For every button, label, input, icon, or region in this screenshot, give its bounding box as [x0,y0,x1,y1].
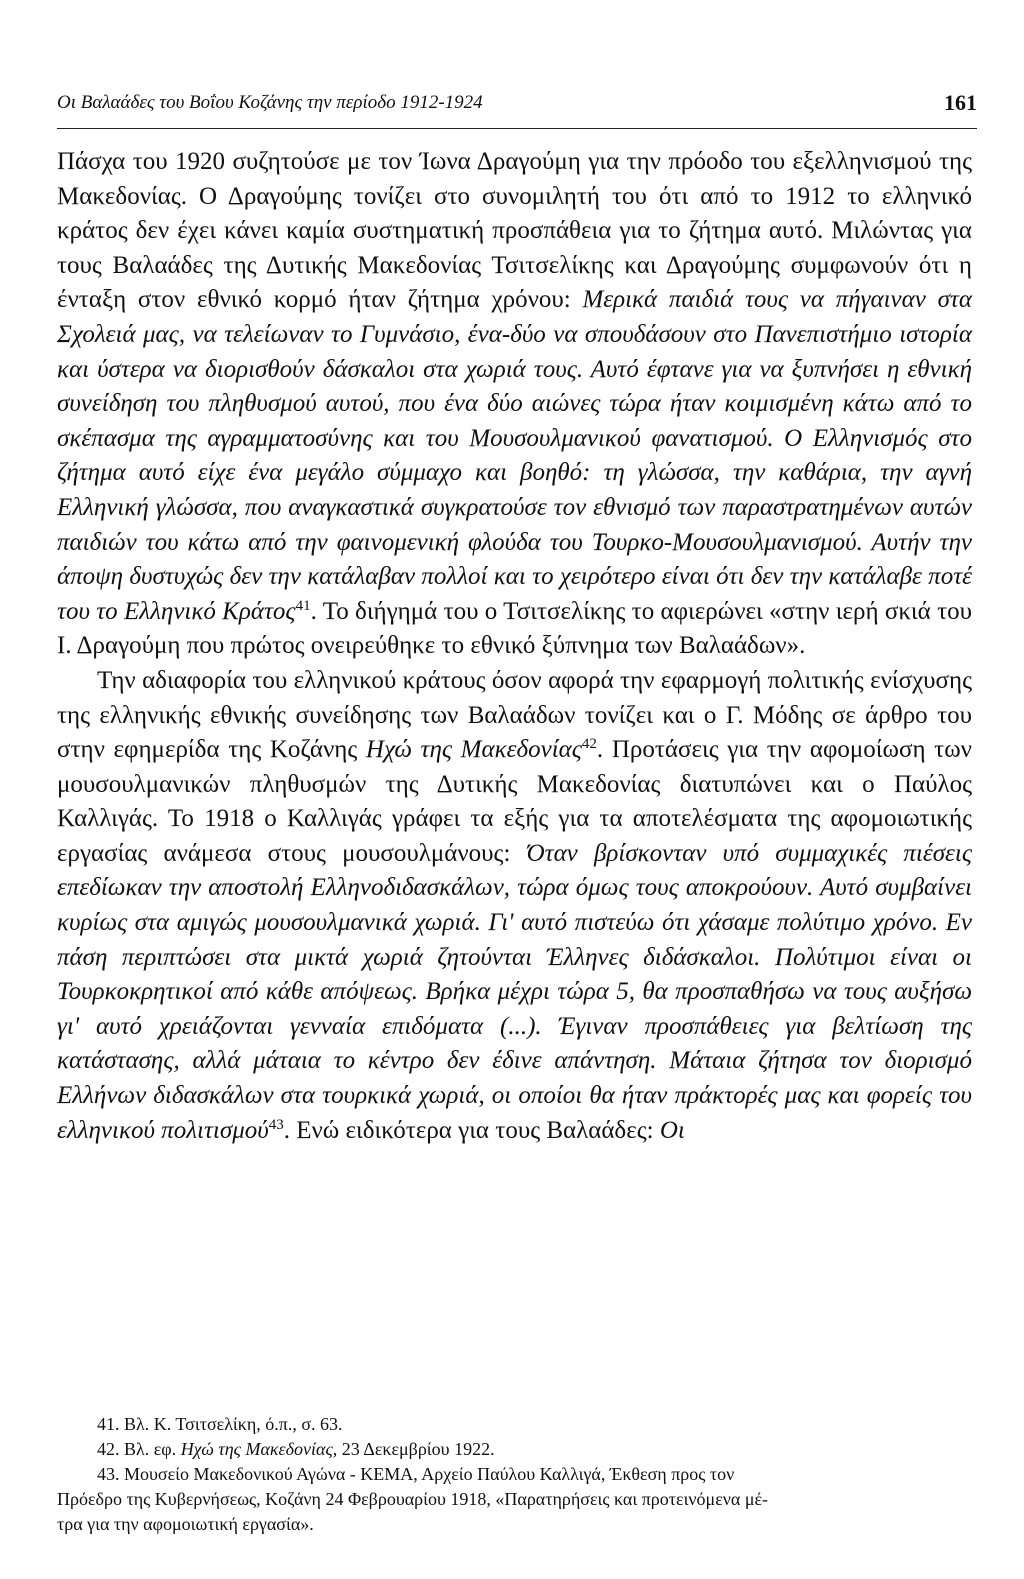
footnote-newspaper-title: Ηχώ της Μακεδονίας [180,1439,333,1459]
footnote-text: , 23 Δεκεμβρίου 1922. [332,1439,495,1459]
footnote-ref-42: 42 [581,736,597,753]
newspaper-title: Ηχώ της Μακεδονίας [365,736,582,764]
main-text [57,145,972,1148]
quote-kalligas: Όταν βρίσκονταν υπό συμμαχικές πιέσεις επεδίωκαν την αποστολή Ελληνοδιδασκάλων, τώρα όμως τους αποκρούουν. Αυτό συμβαίνει κυρίως στα αμιγώς μουσουλμανικά χωριά. Γι' αυτό πιστεύω ότι χάσαμε πολύτιμο χρόνο. Εν πάση περιπτώσει στα μικτά χωριά ζητούνται Έλληνες διδάσκαλοι. Πολύτιμοι είναι οι Τουρκοκρητικοί από κάθε απόψεως. Βρήκα μέχρι τώρα 5, θα προσπαθήσω να τους αυξήσω γι' αυτό χρειάζονται γενναία επιδόματα (...). Έγιναν προσπάθειες για βελτίωση της κατάστασης, αλλά μάταια το κέντρο δεν έδινε απάντηση. Μάταια ζήτησα τον διορισμό Ελλήνων διδασκάλων στα τουρκικά χωριά, οι οποίοι θα ήταν πράκτορές μας και φορείς του ελληνικού πολιτισμού [57,839,972,1144]
footnote-text: 42. Βλ. εφ. [97,1439,181,1459]
text-run: . Ενώ ειδικότερα για τους Βαλαάδες: [283,1116,660,1144]
footnote-41: 41. Βλ. Κ. Τσιτσελίκη, ό.π., σ. 63. [97,1414,343,1434]
quote-tsitselikis: Μερικά παιδιά τους να πήγαιναν στα Σχολειά μας, να τελείωναν το Γυμνάσιο, ένα-δύο να σπουδάσουν στο Πανεπιστήμιο ιστορία και ύστερα να διορισθούν δάσκαλοι στα χωριά τους. Αυτό έφτανε για να ξυπνήσει η εθνική συνείδηση του πληθυσμού αυτού, που ένα δύο αιώνες τώρα ήταν κοιμισμένη κάτω από το σκέπασμα της αγραμματοσύνης και του Μουσουλμανικού φανατισμού. Ο Ελληνισμός στο ζήτημα αυτό είχε ένα μεγάλο σύμμαχο και βοηθό: τη γλώσσα, την καθάρια, την αγνή Ελληνική γλώσσα, που αναγκαστικά συγκρατούσε τον εθνισμό των παραστρατημένων αυτών παιδιών του κάτω από την φαινομενική φλούδα του Τουρκο-Μουσουλμανισμού. Αυτήν την άποψη δυστυχώς δεν την κατάλαβαν πολλοί και το χειρότερο είναι ότι δεν την κατάλαβε ποτέ του το Ελληνικό Κράτος [57,286,973,625]
quote-continuation: Οι [659,1116,685,1144]
footnotes [57,1412,972,1537]
page-number: 161 [944,90,977,115]
footnote-42 [57,1437,972,1462]
footnote-43-line-2: Πρόεδρο της Κυβερνήσεως, Κοζάνη 24 Φεβρουαρίου 1918, «Παρατηρήσεις και προτεινόμενα μέ- [57,1489,769,1509]
paragraph-2 [57,664,972,1148]
footnote-ref-43: 43 [268,1116,284,1133]
running-header [57,92,977,129]
footnote-ref-41: 41 [295,597,311,614]
running-title: Οι Βαλαάδες του Βοΐου Κοζάνης την περίοδο 1912-1924 [57,92,483,113]
paragraph-1 [57,145,972,664]
text-run: Πάσχα του 1920 συζητούσε με τον Ίωνα Δραγούμη για την πρόοδο του εξελληνισμού της Μακεδονίας. Ο Δραγούμης τονίζει στο συνομιλητή του ότι από το 1912 το ελληνικό κράτος δεν έχει κάνει καμία συστηματική προσπάθεια για το ζήτημα αυτό. Μιλώντας για τους Βαλαάδες της Δυτικής Μακεδονίας Τσιτσελίκης και Δραγούμης συμφωνούν ότι η ένταξη στον εθνικό κορμό ήταν ζήτημα χρόνου: [57,148,972,314]
text-run: Την αδιαφορία του ελληνικού κράτους όσον αφορά την εφαρμογή πολιτικής ενίσχυσης της ελληνικής εθνικής συνείδησης των Βαλαάδων τονίζει και ο Γ. Μόδης σε άρθρο του στην εφημερίδα της Κοζάνης [57,666,972,764]
footnote-43-line-3: τρα για την αφομοιωτική εργασία». [57,1514,314,1534]
footnote-43-line-1: 43. Μουσείο Μακεδονικού Αγώνα - ΚΕΜΑ, Αρχείο Παύλου Καλλιγά, Έκθεση προς τον [97,1464,735,1484]
text-run: . Προτάσεις για την αφομοίωση των μουσουλμανικών πληθυσμών της Δυτικής Μακεδονίας διατυπώνει και ο Παύλος Καλλιγάς. Το 1918 ο Καλλιγάς γράφει τα εξής για τα αποτελέσματα της αφομοιωτικής εργασίας ανάμεσα στους μουσουλμάνους: [57,736,972,867]
text-run: . Το διήγημά του ο Τσιτσελίκης το αφιερώνει «στην ιερή σκιά του Ι. Δραγούμη που πρώτος ονειρεύθηκε το εθνικό ξύπνημα των Βαλαάδων». [57,597,972,660]
